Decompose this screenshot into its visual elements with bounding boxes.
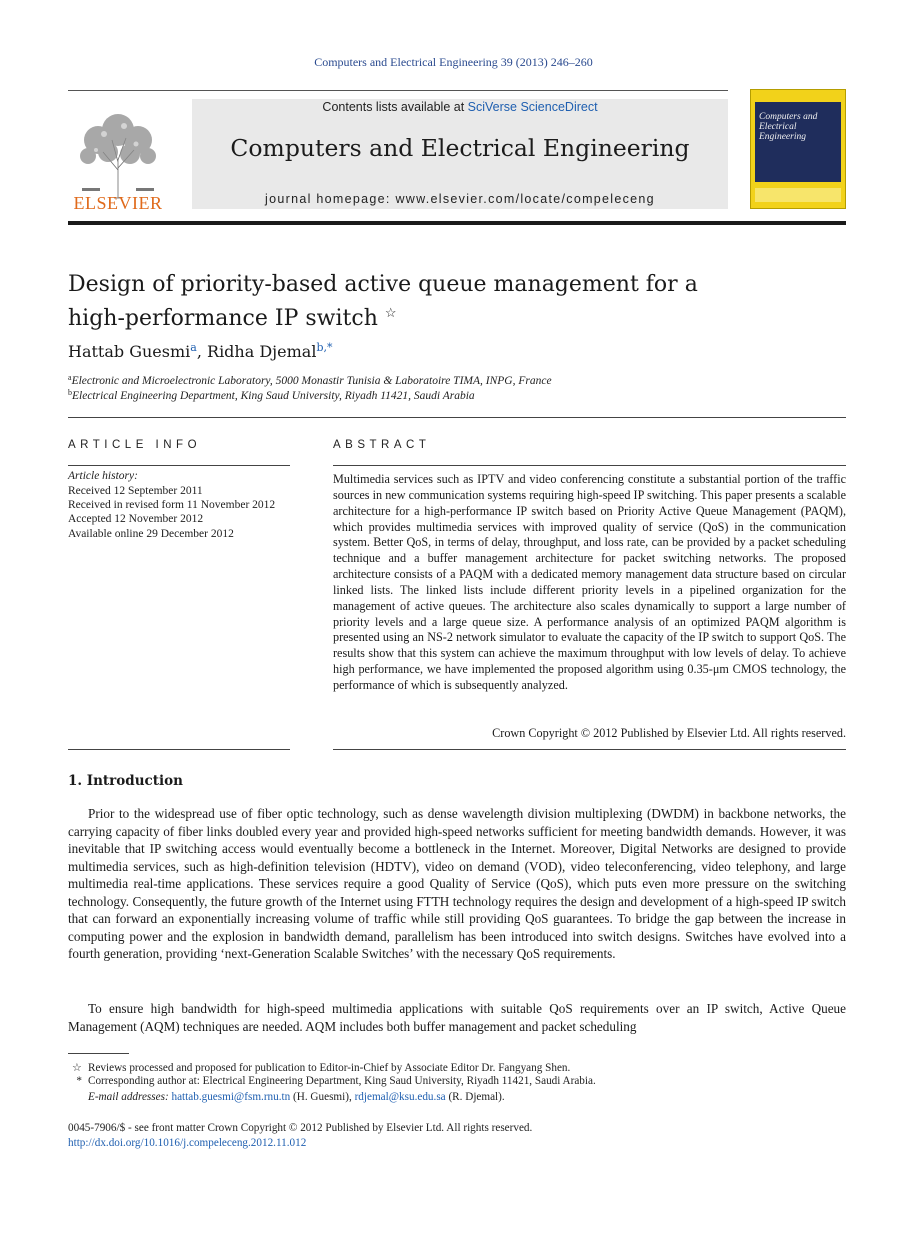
divider-abstract bbox=[333, 465, 846, 466]
title-text-2: high-performance IP switch bbox=[68, 306, 378, 331]
journal-title: Computers and Electrical Engineering bbox=[230, 134, 690, 162]
cover-title-line1: Computers and bbox=[759, 112, 818, 122]
affil-a-mark: a bbox=[68, 373, 72, 382]
history-accepted: Accepted 12 November 2012 bbox=[68, 513, 204, 525]
footnote-rule bbox=[68, 1053, 129, 1054]
title-line-2 bbox=[68, 299, 788, 333]
author-djemal-affil[interactable]: b,* bbox=[316, 341, 333, 354]
title-line-1: Design of priority-based active queue management for a bbox=[68, 272, 698, 297]
journal-homepage[interactable]: journal homepage: www.elsevier.com/locate/compeleceng bbox=[265, 192, 655, 206]
footnote-star-text: Reviews processed and proposed for publication to Editor-in-Chief by Associate Editor Dr. Fangyang Shen. bbox=[88, 1062, 571, 1074]
author-guesmi[interactable]: Hattab Guesmi bbox=[68, 342, 191, 361]
affil-b-text: Electrical Engineering Department, King Saud University, Riyadh 11421, Saudi Arabia bbox=[72, 390, 475, 402]
author-separator: , bbox=[196, 342, 208, 361]
divider-article-info bbox=[68, 465, 290, 466]
abstract-copyright: Crown Copyright © 2012 Published by Elsevier Ltd. All rights reserved. bbox=[492, 726, 846, 740]
sciencedirect-link[interactable]: SciVerse ScienceDirect bbox=[467, 100, 598, 114]
cover-title bbox=[759, 112, 845, 142]
journal-cover-thumbnail[interactable] bbox=[750, 89, 846, 209]
history-label: Article history: bbox=[68, 470, 138, 482]
divider-article-info-bottom bbox=[68, 749, 290, 750]
intro-paragraph-2: To ensure high bandwidth for high-speed multimedia applications with suitable QoS requirements over an IP switch, Active Queue Management (AQM) techniques are needed. AQM includes both buffer management and packet scheduling bbox=[68, 1001, 846, 1034]
intro-paragraph-1: Prior to the widespread use of fiber optic technology, such as dense wavelength division multiplexing (DWDM) in backbone networks, the carrying capacity of fiber links doubled every year and provided high-speed networks sufficient for meeting bandwidth demands. However, it was inevitable that IP switching access would eventually become a bottleneck in the Internet. Moreover, Digital Networks are designed to provide multimedia services, such as high-definition television (HDTV), video on demand (VOD), video teleconferencing, video telephony, and large multimedia real-time applications. These services require a good Quality of Service (QoS), which puts even more pressure on the switching technology. Consequently, the future growth of the Internet using FTTH technology requires the design and development of a high-speed IP switch that can forward an exponentially increasing volume of traffic while still providing QoS guarantees. To bridge the gap between the increase in computing power and the explosion in bandwidth demand, parallelism has been introduced into switch designs. Switches have evolved into a fourth generation, providing ‘next-Generation Scalable Switches’ with the necessary QoS requirements. bbox=[68, 806, 846, 961]
author-guesmi-affil[interactable]: a bbox=[190, 341, 197, 354]
email-djemal-owner: (R. Djemal). bbox=[445, 1091, 505, 1103]
email-djemal-link[interactable]: rdjemal@ksu.edu.sa bbox=[354, 1091, 446, 1103]
footnote-star-mark: ☆ bbox=[71, 1062, 82, 1074]
abstract-text: Multimedia services such as IPTV and video conferencing constitute a substantial portion of the traffic sources in new communication systems requiring high-speed IP switching. This paper presents a scalable architecture for a high-performance IP switch based on Priority Active Queue Management (PAQM), which provides multimedia services with improved quality of service (QoS) in the communication system. Better QoS, in terms of delay, throughput, and loss rate, can be provided by a packet scheduling technique and a buffer management architecture for packet switching networks. The proposed architecture consists of a PAQM with a dedicated memory management data structure based on circular linked lists. The linked lists include different priority levels in a pipelined organization for the management of active queues. The architecture also scales dynamically to support a large number of priority levels and a large queue size. A performance analysis of an optimized PAQM algorithm is presented using an NS-2 network simulator to evaluate the capacity of the IP switch to support QoS. The results show that this system can achieve the maximum throughput with low levels of delay. To achieve high performance, we have implemented the proposed algorithm using 0.35-μm CMOS technology, the performance of which is subsequently analyzed. bbox=[333, 472, 846, 692]
section-heading-introduction: 1. Introduction bbox=[68, 773, 183, 789]
journal-citation[interactable]: Computers and Electrical Engineering 39 (2013) 246–260 bbox=[314, 55, 593, 69]
header-rule-thick bbox=[68, 221, 846, 225]
doi-link[interactable]: http://dx.doi.org/10.1016/j.compeleceng.2012.11.012 bbox=[68, 1137, 307, 1149]
history-received: Received 12 September 2011 bbox=[68, 485, 203, 497]
cover-title-line2: Electrical Engineering bbox=[759, 122, 806, 142]
history-online: Available online 29 December 2012 bbox=[68, 528, 234, 540]
abstract-heading: ABSTRACT bbox=[333, 439, 431, 451]
footnote-corr-mark: * bbox=[76, 1075, 82, 1087]
footnote-review bbox=[68, 1061, 846, 1074]
contents-prefix: Contents lists available at bbox=[322, 100, 468, 114]
affil-b-mark: b bbox=[68, 388, 72, 397]
divider-affiliations bbox=[68, 417, 846, 418]
divider-abstract-bottom bbox=[333, 749, 846, 750]
cover-footer-bar bbox=[755, 188, 841, 202]
footnote-corresponding bbox=[68, 1075, 846, 1087]
email-guesmi-link[interactable]: hattab.guesmi@fsm.rnu.tn bbox=[171, 1091, 291, 1103]
footnote-emails bbox=[68, 1091, 846, 1103]
paper-title bbox=[68, 270, 788, 333]
footnote-corr-text: Corresponding author at: Electrical Engineering Department, King Saud University, Riyadh 11421, Saudi Arabia. bbox=[88, 1075, 596, 1087]
email-guesmi-owner: (H. Guesmi), bbox=[290, 1091, 355, 1103]
contents-line bbox=[192, 100, 728, 114]
affil-a-text: Electronic and Microelectronic Laboratory, 5000 Monastir Tunisia & Laboratoire TIMA, INPG, France bbox=[71, 375, 552, 387]
title-footnote-star[interactable]: ☆ bbox=[384, 306, 397, 321]
author-djemal[interactable]: Ridha Djemal bbox=[207, 342, 317, 361]
article-info-heading: ARTICLE INFO bbox=[68, 439, 202, 451]
history-revised: Received in revised form 11 November 2012 bbox=[68, 499, 276, 511]
affiliation-b bbox=[68, 388, 475, 402]
issn-line: 0045-7906/$ - see front matter Crown Copyright © 2012 Published by Elsevier Ltd. All rights reserved. bbox=[68, 1122, 533, 1134]
header-rule-thin bbox=[68, 90, 728, 91]
elsevier-wordmark[interactable]: ELSEVIER bbox=[73, 193, 163, 213]
affiliation-a bbox=[68, 373, 552, 387]
email-label: E-mail addresses: bbox=[88, 1091, 169, 1103]
authors bbox=[68, 341, 332, 361]
